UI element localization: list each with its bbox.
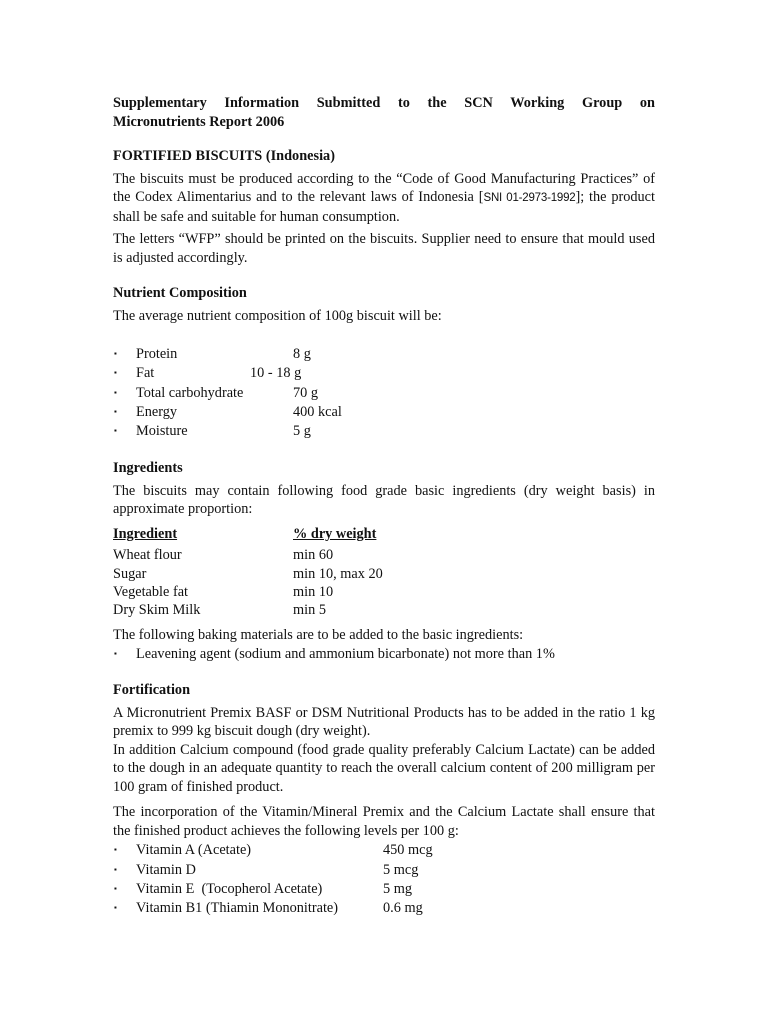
section-heading-fortification: Fortification: [113, 682, 191, 699]
table-row: [113, 546, 655, 564]
list-item: [113, 403, 655, 422]
fortification-premix-paragraph: A Micronutrient Premix BASF or DSM Nutritional Products has to be added in the ratio 1 kg premix to 999 kg biscuit dough (dry weight).: [113, 704, 655, 740]
nutrient-name: Total carbohydrate: [136, 384, 244, 401]
baking-materials-list: [113, 645, 655, 664]
bullet-icon: ▪: [114, 368, 117, 378]
bullet-icon: ▪: [114, 426, 117, 436]
baking-materials-intro: The following baking materials are to be added to the basic ingredients:: [113, 627, 524, 644]
table-row: [113, 601, 655, 619]
document-page: [113, 94, 655, 918]
baking-material-text: Leavening agent (sodium and ammonium bicarbonate) not more than 1%: [136, 645, 555, 662]
nutrient-name: Protein: [136, 346, 178, 362]
vitamin-name: Vitamin E (Tocopherol Acetate): [136, 880, 323, 897]
title-line-1: Supplementary Information Submitted to the SCN Working Group on: [113, 95, 655, 111]
section-heading-fortified-biscuits: FORTIFIED BISCUITS (Indonesia): [113, 148, 335, 164]
column-header-dry-weight: % dry weight: [293, 525, 377, 542]
nutrient-intro: The average nutrient composition of 100g biscuit will be:: [113, 307, 442, 324]
title-line-2: Micronutrients Report 2006: [113, 113, 285, 130]
bullet-icon: ▪: [114, 349, 117, 358]
nutrient-value: 10 - 18 g: [250, 365, 302, 382]
list-item: [113, 384, 655, 403]
fortification-levels-paragraph: The incorporation of the Vitamin/Mineral Premix and the Calcium Lactate shall ensure that the finished product achieves the following levels per 100 g:: [113, 804, 655, 839]
nutrient-name: Fat: [136, 365, 155, 382]
list-item: [113, 841, 655, 860]
ingredient-value: min 10: [293, 583, 334, 600]
ingredient-value: min 60: [293, 547, 334, 564]
list-item: [113, 645, 655, 664]
ingredient-value: min 5: [293, 602, 326, 619]
column-header-ingredient: Ingredient: [113, 525, 178, 542]
bullet-icon: ▪: [114, 903, 117, 913]
list-item: [113, 899, 655, 918]
nutrient-list: [113, 345, 655, 441]
wfp-paragraph: The letters “WFP” should be printed on the biscuits. Supplier need to ensure that mould used is adjusted accordingly.: [113, 231, 655, 266]
section-heading-ingredients: Ingredients: [113, 460, 183, 477]
ingredient-name: Vegetable fat: [113, 583, 189, 600]
ingredient-value: min 10, max 20: [293, 565, 383, 582]
vitamin-value: 5 mcg: [383, 861, 419, 878]
list-item: [113, 880, 655, 899]
bullet-icon: ▪: [114, 648, 117, 658]
vitamin-name: Vitamin A (Acetate): [136, 842, 252, 859]
vitamin-value: 450 mcg: [383, 842, 433, 859]
sni-reference: SNI 01-2973-1992: [483, 192, 576, 204]
vitamin-name: Vitamin B1 (Thiamin Mononitrate): [136, 900, 339, 917]
vitamin-name: Vitamin D: [136, 861, 196, 878]
intro-paragraph: [113, 170, 655, 227]
ingredient-name: Wheat flour: [113, 547, 182, 564]
intro-text-part-1: The biscuits must be produced according to the “Code of Good Manufacturing Practices” of the Codex Alimentarius and to the relevant laws of Indonesia [: [113, 170, 655, 205]
ingredients-intro: The biscuits may contain following food grade basic ingredients (dry weight basis) in approximate proportion:: [113, 482, 655, 518]
vitamin-value: 0.6 mg: [383, 900, 423, 917]
list-item: [113, 345, 655, 364]
ingredient-name: Dry Skim Milk: [113, 602, 201, 619]
nutrient-value: 400 kcal: [293, 403, 342, 420]
vitamin-list: [113, 841, 655, 918]
document-title: [113, 94, 655, 131]
nutrient-value: 70 g: [293, 384, 319, 401]
nutrient-value: 8 g: [293, 346, 311, 362]
table-row: [113, 583, 655, 601]
nutrient-value: 5 g: [293, 423, 311, 440]
bullet-icon: ▪: [114, 845, 117, 855]
nutrient-name: Energy: [136, 403, 178, 420]
vitamin-value: 5 mg: [383, 880, 412, 897]
bullet-icon: ▪: [114, 387, 117, 397]
nutrient-name: Moisture: [136, 423, 188, 440]
bullet-icon: ▪: [114, 406, 117, 416]
ingredient-name: Sugar: [113, 565, 147, 582]
table-row: [113, 565, 655, 583]
list-item: [113, 364, 655, 383]
section-heading-nutrient-composition: Nutrient Composition: [113, 285, 247, 301]
ingredients-table: [113, 525, 655, 619]
intro-text-part-2: ]; the product shall be safe and suitable for human consumption.: [113, 189, 655, 225]
fortification-calcium-paragraph: In addition Calcium compound (food grade quality preferably Calcium Lactate) can be added to the dough in an adequate quantity to reach the overall calcium content of 200 milligram per 100 gram of finished product.: [113, 741, 655, 795]
bullet-icon: ▪: [114, 883, 117, 893]
list-item: [113, 422, 655, 441]
bullet-icon: ▪: [114, 864, 117, 874]
table-header-row: [113, 525, 655, 543]
list-item: [113, 861, 655, 880]
